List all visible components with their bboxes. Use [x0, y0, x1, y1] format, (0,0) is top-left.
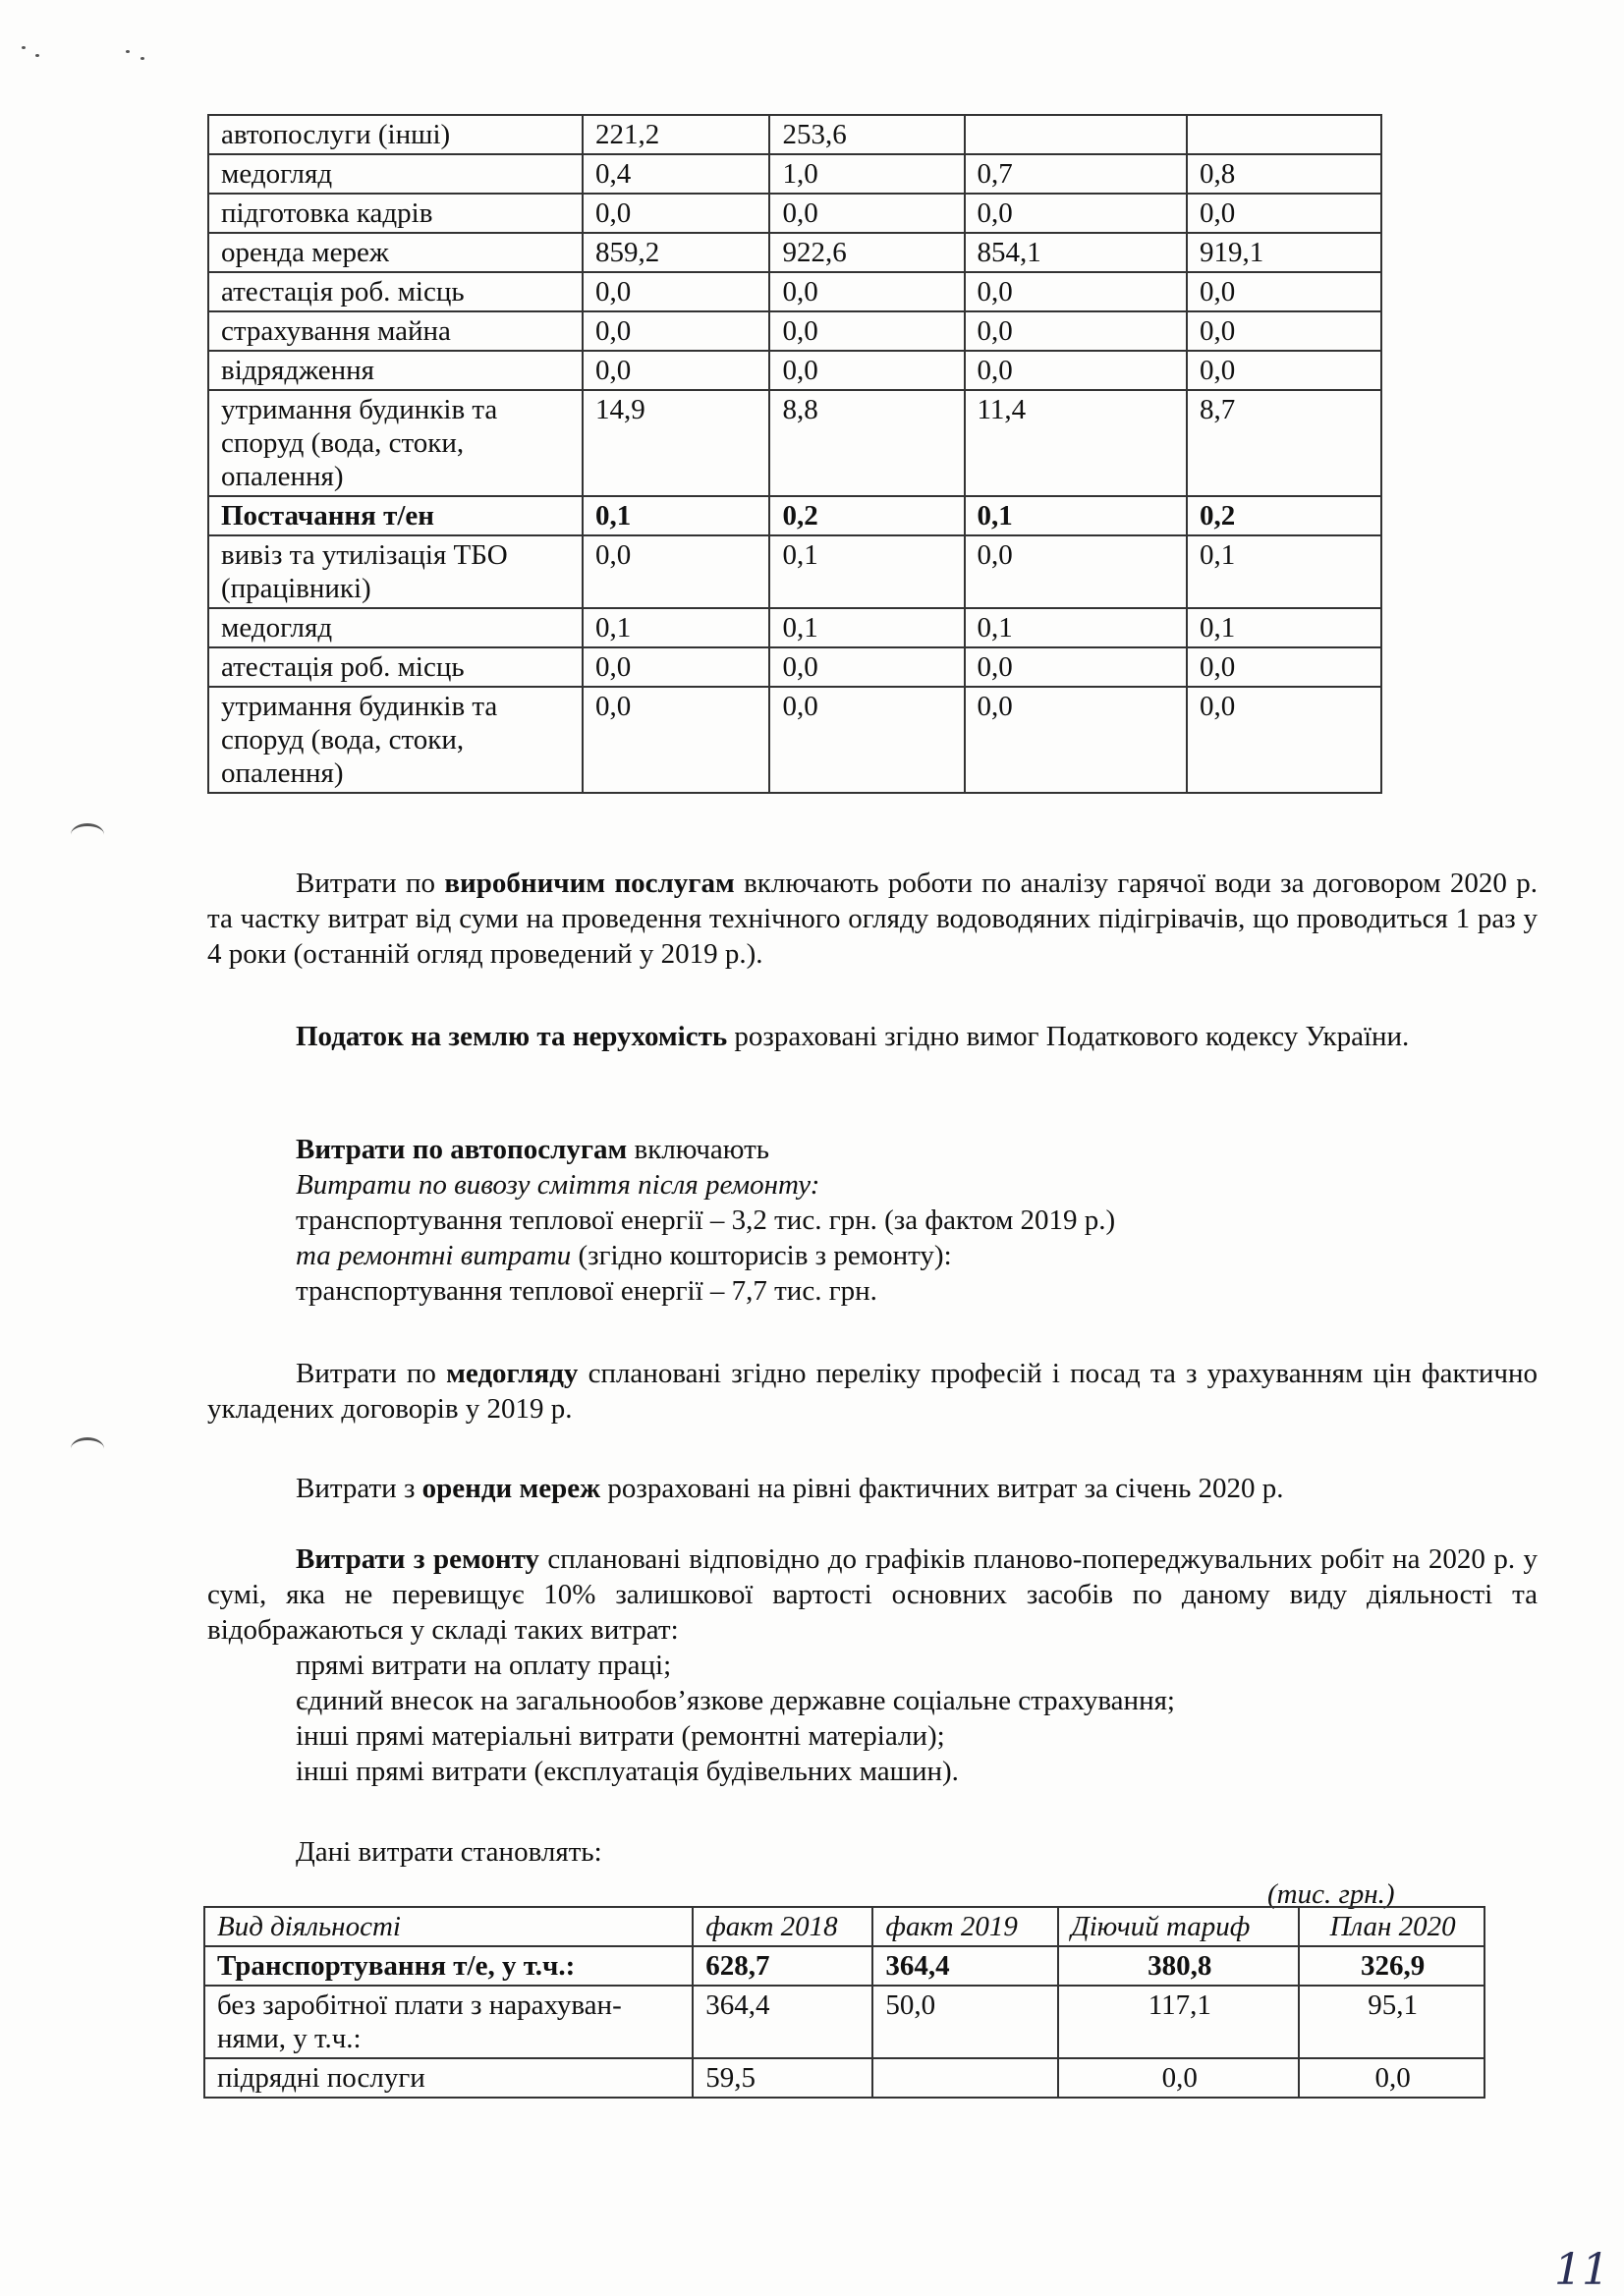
list-item: інші прямі матеріальні витрати (ремонтні матеріали);	[296, 1720, 945, 1752]
table-cell: 0,0	[769, 351, 964, 390]
bold-term: медогляду	[446, 1358, 579, 1389]
row-label: Транспортування т/е, у т.ч.:	[204, 1946, 693, 1986]
table-cell: 0,0	[1187, 687, 1381, 793]
paragraph-network-rent: Витрати з оренди мереж розраховані на рівні фактичних витрат за січень 2020 р.	[296, 1473, 1284, 1504]
repair-items-list	[296, 1648, 1175, 1789]
table-cell: 1,0	[769, 154, 964, 194]
table-cell: 0,0	[769, 687, 964, 793]
table-cell: 0,0	[583, 535, 769, 608]
table-cell: 0,8	[1187, 154, 1381, 194]
table-cell: 253,6	[769, 115, 964, 154]
table-cell: 0,0	[965, 687, 1187, 793]
row-label: підрядні послуги	[204, 2058, 693, 2098]
table-cell: 380,8	[1058, 1946, 1299, 1986]
row-label: Постачання т/ен	[208, 496, 583, 535]
scan-speck	[126, 50, 130, 53]
table-cell: 0,0	[1187, 351, 1381, 390]
unit-label: (тис. грн.)	[1267, 1878, 1395, 1910]
list-item: прямі витрати на оплату праці;	[296, 1650, 672, 1681]
bold-term: Витрати по автопослугам	[296, 1134, 628, 1165]
bold-term: Витрати з ремонту	[296, 1543, 539, 1575]
table-cell: 0,2	[769, 496, 964, 535]
table-cell: 11,4	[965, 390, 1187, 496]
table-cell: 14,9	[583, 390, 769, 496]
punch-hole-mark	[71, 823, 104, 846]
row-label: медогляд	[208, 154, 583, 194]
paragraph-repair: Витрати з ремонту сплановані відповідно до графіків планово-попереджувальних робіт на 2020 р. у сумі, яка не перевищує 10% залишкової вартості основних засобів по даному виду діяльності та відображаються у складі таких витрат:	[207, 1543, 1538, 1646]
table-cell: 854,1	[965, 233, 1187, 272]
row-label: оренда мереж	[208, 233, 583, 272]
table-cell: 0,1	[965, 496, 1187, 535]
row-label: вивіз та утилізація ТБО (працівникі)	[208, 535, 583, 608]
table-row	[204, 1946, 1484, 1986]
table-header-row	[204, 1907, 1484, 1946]
bold-term: виробничим послугам	[444, 868, 735, 899]
table-cell: 0,1	[965, 608, 1187, 647]
table-cell: 0,0	[965, 351, 1187, 390]
scan-speck	[140, 57, 144, 60]
table-row	[208, 311, 1381, 351]
table-row	[208, 608, 1381, 647]
column-header: Діючий тариф	[1058, 1907, 1299, 1946]
table-row	[208, 647, 1381, 687]
table-cell: 0,2	[1187, 496, 1381, 535]
table-cell: 0,0	[583, 687, 769, 793]
table-cell: 922,6	[769, 233, 964, 272]
table-cell: 0,0	[583, 647, 769, 687]
table-cell: 0,1	[583, 496, 769, 535]
table-cell: 0,0	[769, 272, 964, 311]
paragraph-production-services: Витрати по виробничим послугам включають роботи по аналізу гарячої води за договором 2020 р. та частку витрат від суми на проведення технічного огляду водоводяних підігрівачів, що проводиться 1 раз у 4 роки (останній огляд проведений у 2019 р.).	[207, 868, 1538, 970]
table-cell: 0,0	[1187, 194, 1381, 233]
table-cell: 364,4	[693, 1986, 872, 2058]
paragraph-medical: Витрати по медогляду сплановані згідно переліку професій і посад та з урахуванням цін фактично укладених договорів у 2019 р.	[207, 1358, 1538, 1425]
table-cell: 0,0	[1058, 2058, 1299, 2098]
column-header: Вид діяльності	[204, 1907, 693, 1946]
row-label: без заробітної плати з нарахуван-нями, у т.ч.:	[204, 1986, 693, 2058]
table-row	[208, 115, 1381, 154]
paragraph-land-tax: Податок на землю та нерухомість розраховані згідно вимог Податкового кодексу України.	[296, 1021, 1410, 1052]
table-cell: 0,1	[1187, 535, 1381, 608]
table-cell: 0,1	[1187, 608, 1381, 647]
table-cell: 8,7	[1187, 390, 1381, 496]
table-cell: 0,1	[583, 608, 769, 647]
table-cell: 364,4	[872, 1946, 1058, 1986]
list-item: інші прямі витрати (експлуатація будівельних машин).	[296, 1756, 959, 1787]
table-cell: 50,0	[872, 1986, 1058, 2058]
paragraph-costs-intro: Дані витрати становлять:	[296, 1836, 602, 1868]
table-cell: 0,0	[965, 311, 1187, 351]
table-cell: 919,1	[1187, 233, 1381, 272]
list-item: єдиний внесок на загальнообов’язкове державне соціальне страхування;	[296, 1685, 1175, 1716]
table-cell: 0,0	[769, 194, 964, 233]
table-cell: 0,0	[1187, 311, 1381, 351]
bold-term: оренди мереж	[421, 1473, 601, 1504]
table-row	[208, 390, 1381, 496]
table-row	[208, 154, 1381, 194]
table-cell: 59,5	[693, 2058, 872, 2098]
scan-speck	[22, 46, 26, 49]
column-header: План 2020	[1299, 1907, 1484, 1946]
row-label: медогляд	[208, 608, 583, 647]
table-cell	[1187, 115, 1381, 154]
table-row	[208, 535, 1381, 608]
table-row	[208, 351, 1381, 390]
table-cell	[872, 2058, 1058, 2098]
table-row	[204, 2058, 1484, 2098]
punch-hole-mark	[71, 1437, 104, 1460]
table-row	[204, 1986, 1484, 2058]
table-cell: 628,7	[693, 1946, 872, 1986]
row-label: атестація роб. місць	[208, 647, 583, 687]
table-cell: 0,0	[1299, 2058, 1484, 2098]
row-label: страхування майна	[208, 311, 583, 351]
paragraph-auto-services: Витрати по автопослугам включають Витрати по вивозу сміття після ремонту: транспортування теплової енергії – 3,2 тис. грн. (за фактом 2019 р.) та ремонтні витрати (згідно кошторисів з ремонту): транспортування теплової енергії – 7,7 тис. грн.	[296, 1134, 1116, 1307]
table-row	[208, 496, 1381, 535]
table-cell: 0,0	[1187, 272, 1381, 311]
row-label: утримання будинків та споруд (вода, стоки, опалення)	[208, 390, 583, 496]
row-label: відрядження	[208, 351, 583, 390]
table-cell: 0,0	[583, 272, 769, 311]
table-cell: 95,1	[1299, 1986, 1484, 2058]
table-cell: 0,0	[769, 647, 964, 687]
table-cell: 326,9	[1299, 1946, 1484, 1986]
column-header: факт 2018	[693, 1907, 872, 1946]
table-cell: 0,0	[1187, 647, 1381, 687]
table-cell: 0,0	[965, 272, 1187, 311]
table-cell: 0,0	[769, 311, 964, 351]
table-cell: 0,0	[583, 351, 769, 390]
table-cell: 0,7	[965, 154, 1187, 194]
table-row	[208, 194, 1381, 233]
page-number: 11	[1554, 2245, 1609, 2295]
row-label: автопослуги (інші)	[208, 115, 583, 154]
table-cell: 0,0	[583, 194, 769, 233]
table-row	[208, 233, 1381, 272]
table-cell: 0,4	[583, 154, 769, 194]
repair-costs-table	[203, 1906, 1485, 2099]
cost-breakdown-table	[207, 114, 1382, 794]
table-cell: 0,0	[965, 647, 1187, 687]
table-row	[208, 272, 1381, 311]
table-cell: 0,0	[965, 194, 1187, 233]
bold-term: Податок на землю та нерухомість	[296, 1021, 728, 1052]
table-cell: 8,8	[769, 390, 964, 496]
column-header: факт 2019	[872, 1907, 1058, 1946]
table-cell: 221,2	[583, 115, 769, 154]
row-label: утримання будинків та споруд (вода, стоки, опалення)	[208, 687, 583, 793]
table-row	[208, 687, 1381, 793]
scan-speck	[35, 54, 39, 57]
table-cell: 0,1	[769, 535, 964, 608]
table-cell: 859,2	[583, 233, 769, 272]
table-cell: 0,1	[769, 608, 964, 647]
row-label: підготовка кадрів	[208, 194, 583, 233]
table-cell: 0,0	[583, 311, 769, 351]
table-cell	[965, 115, 1187, 154]
row-label: атестація роб. місць	[208, 272, 583, 311]
table-cell: 0,0	[965, 535, 1187, 608]
table-cell: 117,1	[1058, 1986, 1299, 2058]
